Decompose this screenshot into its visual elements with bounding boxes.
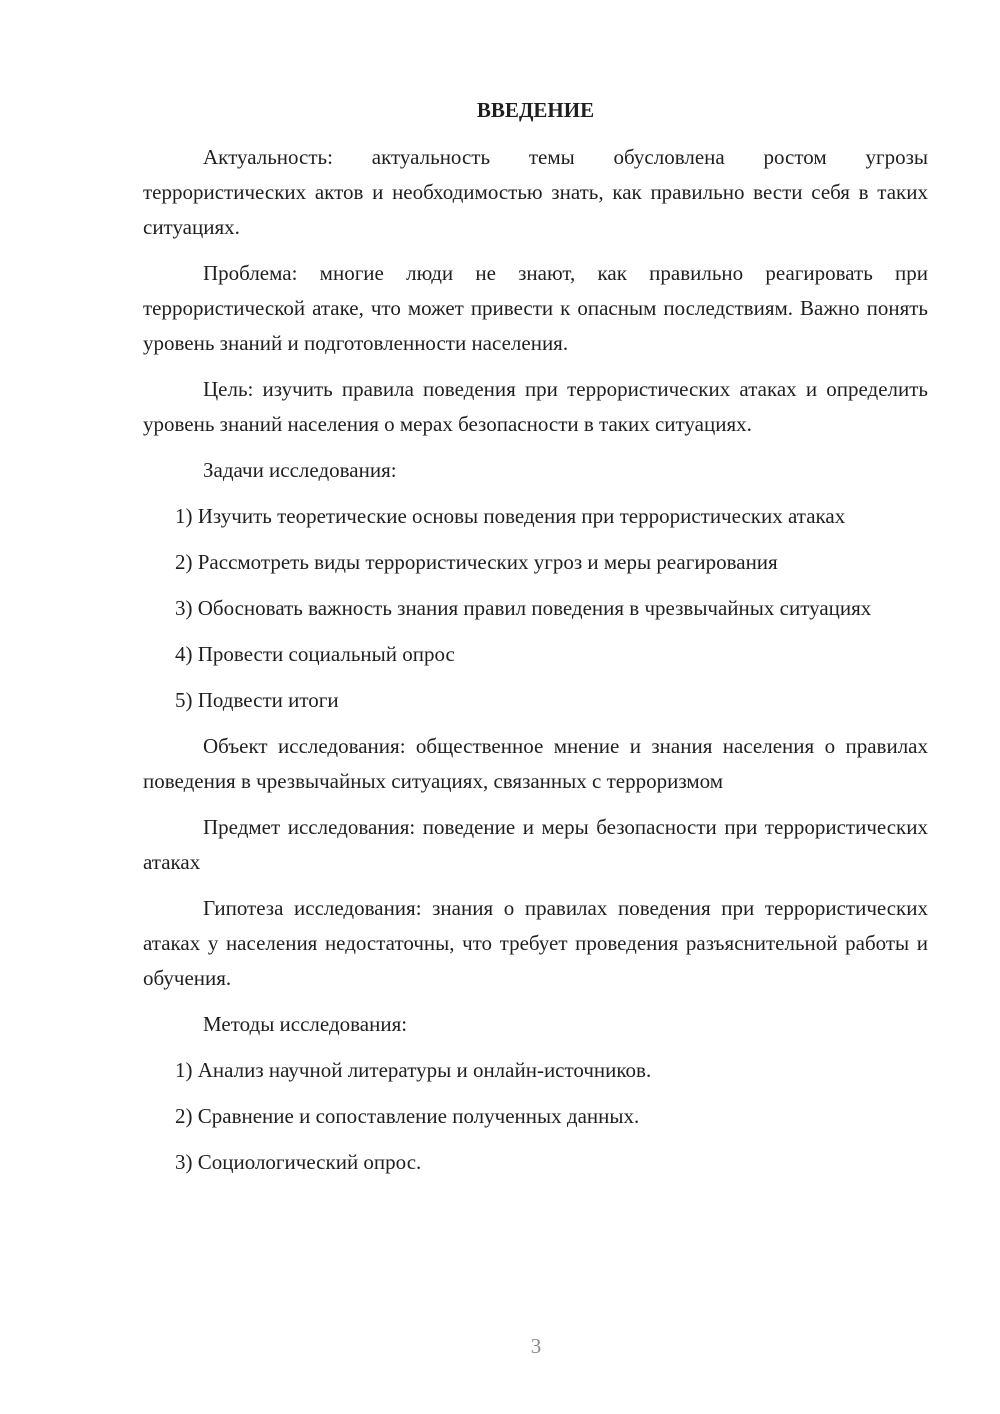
- task-item-3: 3) Обосновать важность знания правил поведения в чрезвычайных ситуациях: [175, 596, 872, 620]
- task-item-4: 4) Провести социальный опрос: [175, 642, 455, 666]
- page-title: ВВЕДЕНИЕ: [476, 98, 595, 122]
- problem-paragraph: Проблема: многие люди не знают, как правильно реагировать при террористической атаке, что может привести к опасным последствиям. Важно понять уровень знаний и подготовленности населения.: [143, 261, 928, 355]
- method-item-1: 1) Анализ научной литературы и онлайн-источников.: [175, 1058, 652, 1082]
- task-item-1: 1) Изучить теоретические основы поведения при террористических атаках: [175, 504, 846, 528]
- task-item-5: 5) Подвести итоги: [175, 688, 339, 712]
- document-page: [143, 93, 928, 1191]
- goal-paragraph: Цель: изучить правила поведения при террористических атаках и определить уровень знаний населения о мерах безопасности в таких ситуациях.: [143, 377, 928, 436]
- task-item-2: 2) Рассмотреть виды террористических угроз и меры реагирования: [175, 550, 778, 574]
- method-item-3: 3) Социологический опрос.: [175, 1150, 422, 1174]
- object-paragraph: Объект исследования: общественное мнение и знания населения о правилах поведения в чрезвычайных ситуациях, связанных с терроризмом: [143, 734, 928, 793]
- methods-title: Методы исследования:: [203, 1012, 408, 1036]
- subject-paragraph: Предмет исследования: поведение и меры безопасности при террористических атаках: [143, 815, 928, 874]
- tasks-title: Задачи исследования:: [203, 458, 397, 482]
- page-number: 3: [530, 1334, 542, 1358]
- method-item-2: 2) Сравнение и сопоставление полученных данных.: [175, 1104, 640, 1128]
- hypothesis-paragraph: Гипотеза исследования: знания о правилах поведения при террористических атаках у населения недостаточны, что требует проведения разъяснительной работы и обучения.: [143, 896, 928, 990]
- relevance-paragraph: Актуальность: актуальность темы обусловлена ростом угрозы террористических актов и необходимостью знать, как правильно вести себя в таких ситуациях.: [143, 145, 928, 239]
